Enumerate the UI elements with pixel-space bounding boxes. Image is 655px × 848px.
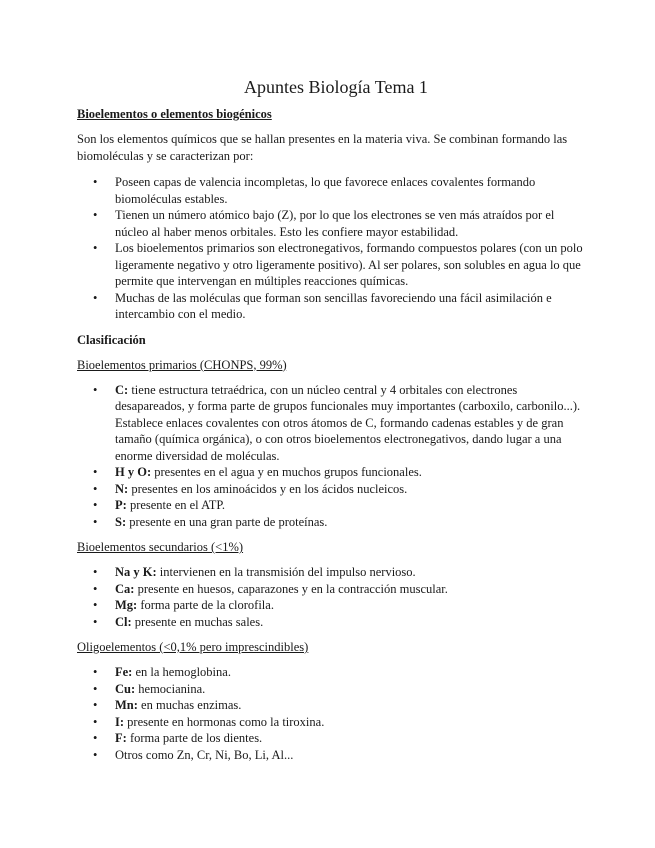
element-symbol: Ca: (115, 581, 135, 596)
bullet-icon: • (93, 175, 98, 189)
list-item (93, 497, 585, 514)
element-symbol: Mn: (115, 698, 138, 712)
list-item (93, 382, 585, 465)
element-symbol: Cu: (115, 681, 136, 696)
element-description: Otros como Zn, Cr, Ni, Bo, Li, Al... (115, 747, 294, 762)
list-item (93, 240, 585, 290)
secundarios-list (77, 564, 585, 630)
element-description: presente en el ATP. (126, 498, 226, 512)
bullet-icon: • (93, 681, 98, 696)
list-item (93, 697, 585, 714)
bullet-icon: • (93, 382, 98, 397)
list-item (93, 564, 585, 581)
bullet-icon: • (93, 465, 98, 479)
element-description: en la hemoglobina. (132, 665, 231, 679)
list-item (93, 581, 585, 598)
bullet-icon: • (93, 208, 98, 222)
section-heading-clasificacion: Clasificación (77, 332, 146, 347)
element-description: presentes en los aminoácidos y en los ácidos nucleicos. (128, 481, 408, 496)
element-description: intervienen en la transmisión del impulso nervioso. (156, 565, 416, 579)
element-description: presente en muchas sales. (131, 614, 264, 629)
element-symbol: P: (115, 498, 127, 512)
element-description: presente en hormonas como la tiroxina. (124, 714, 325, 729)
bullet-icon: • (93, 241, 98, 255)
section-heading-bioelementos: Bioelementos o elementos biogénicos (77, 107, 272, 121)
subheading-oligoelementos: Oligoelementos (<0,1% pero imprescindibles) (77, 640, 309, 654)
element-symbol: Fe: (115, 665, 133, 679)
element-description: en muchas enzimas. (137, 698, 242, 712)
list-item (93, 514, 585, 531)
subheading-secundarios: Bioelementos secundarios (<1%) (77, 540, 244, 554)
primarios-list (77, 382, 585, 531)
intro-paragraph: Son los elementos químicos que se hallan presentes en la materia viva. Se combinan formando las biomoléculas y se caracterizan por: (77, 132, 568, 163)
element-description: forma parte de la clorofila. (137, 598, 274, 612)
subheading-primarios: Bioelementos primarios (CHONPS, 99%) (77, 357, 287, 372)
list-item (93, 714, 585, 731)
bullet-icon: • (93, 498, 98, 512)
list-item (93, 174, 585, 207)
list-item (93, 681, 585, 698)
list-item-text: Poseen capas de valencia incompletas, lo que favorece enlaces covalentes formando biomoléculas estables. (115, 175, 536, 206)
list-item-text: Muchas de las moléculas que forman son sencillas favoreciendo una fácil asimilación e intercambio con el medio. (115, 290, 552, 321)
element-symbol: N: (115, 481, 129, 496)
bullet-icon: • (93, 665, 98, 679)
list-item (93, 481, 585, 498)
element-symbol: Mg: (115, 598, 138, 612)
element-description: hemocianina. (135, 681, 206, 696)
list-item (93, 730, 585, 747)
element-symbol: H y O: (115, 465, 152, 479)
list-item (93, 747, 585, 764)
bullet-icon: • (93, 565, 98, 579)
element-description: presente en huesos, caparazones y en la contracción muscular. (134, 581, 448, 596)
list-item (93, 464, 585, 481)
element-description: forma parte de los dientes. (126, 731, 263, 745)
list-item (93, 290, 585, 323)
element-symbol: C: (115, 382, 129, 397)
element-symbol: F: (115, 731, 127, 745)
element-symbol: I: (115, 714, 125, 729)
bullet-icon: • (93, 598, 98, 612)
characteristics-list (77, 174, 585, 323)
element-description: presente en una gran parte de proteínas. (126, 514, 328, 529)
list-item (93, 664, 585, 681)
list-item (93, 614, 585, 631)
bullet-icon: • (93, 481, 98, 496)
bullet-icon: • (93, 698, 98, 712)
list-item (93, 597, 585, 614)
bullet-icon: • (93, 747, 98, 762)
list-item (93, 207, 585, 240)
bullet-icon: • (93, 581, 98, 596)
bullet-icon: • (93, 714, 98, 729)
bullet-icon: • (93, 614, 98, 629)
element-symbol: Cl: (115, 614, 132, 629)
bullet-icon: • (93, 290, 98, 305)
bullet-icon: • (93, 514, 98, 529)
element-symbol: Na y K: (115, 565, 157, 579)
element-description: presentes en el agua y en muchos grupos funcionales. (151, 465, 422, 479)
element-description: tiene estructura tetraédrica, con un núcleo central y 4 orbitales con electrones desapareados, y forma parte de grupos funcionales muy importantes (carboxilo, carbonilo...). Establece enlaces covalentes con otros átomos de C, formando cadenas estables y de gran tamaño (química orgánica), o con otros bioelementos electronegativos, dando lugar a una enorme diversidad de moléculas. (115, 382, 581, 463)
bullet-icon: • (93, 731, 98, 745)
oligoelementos-list (77, 664, 585, 763)
list-item-text: Tienen un número atómico bajo (Z), por lo que los electrones se ven más atraídos por el núcleo al haber menos orbitales. Esto les confiere mayor estabilidad. (115, 208, 555, 239)
list-item-text: Los bioelementos primarios son electronegativos, formando compuestos polares (con un polo ligeramente negativo y otro ligeramente positivo). Al ser polares, son solubles en agua lo que permite que intervengan en múltiples reacciones químicas. (115, 241, 583, 288)
document-title: Apuntes Biología Tema 1 (244, 77, 428, 97)
element-symbol: S: (115, 514, 127, 529)
